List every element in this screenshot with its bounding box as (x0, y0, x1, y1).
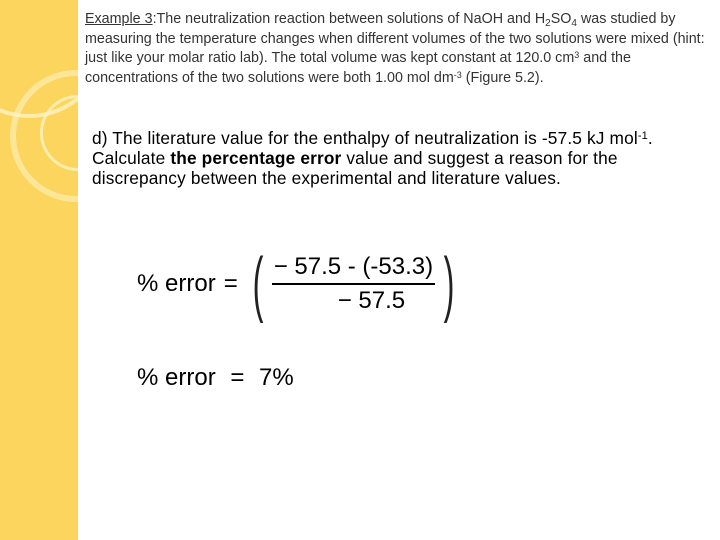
equals-sign: = (230, 364, 245, 391)
fraction-denominator: − 57.5 (337, 286, 406, 314)
right-paren: ) (443, 244, 455, 324)
equation-lhs: % error (137, 364, 216, 391)
equation-lhs: % error (137, 270, 216, 297)
result-value: 7% (259, 364, 294, 391)
percent-error-result (137, 364, 302, 392)
fraction (272, 253, 435, 315)
fraction-numerator: − 57.5 - (-53.3) (273, 253, 434, 281)
example-intro-paragraph: Example 3:The neutralization reaction between solutions of NaOH and $H_2SO_4$ was studied by measuring the temperature changes when different volumes of the two solutions were mixed (hint: just like your molar ratio lab). The total volume was kept constant at 120.0 $cm^3$ and the concentrations of the two solutions were both 1.00 mol $dm^{-3}$ (Figure 5.2). (85, 11, 705, 86)
question-d-paragraph: d) The literature value for the enthalpy of neutralization is -57.5 kJ mol$^{-1}$. Calculate the percentage error value and suggest a reason for the discrepancy between the experimental and literature values. (92, 128, 653, 188)
equals-sign: = (223, 270, 238, 297)
decorative-sidebar (0, 0, 78, 540)
example-label: Example 3 (85, 11, 153, 27)
percent-error-formula (137, 246, 461, 322)
left-paren: ( (252, 244, 264, 324)
emphasis-text: the percentage error (170, 148, 342, 168)
